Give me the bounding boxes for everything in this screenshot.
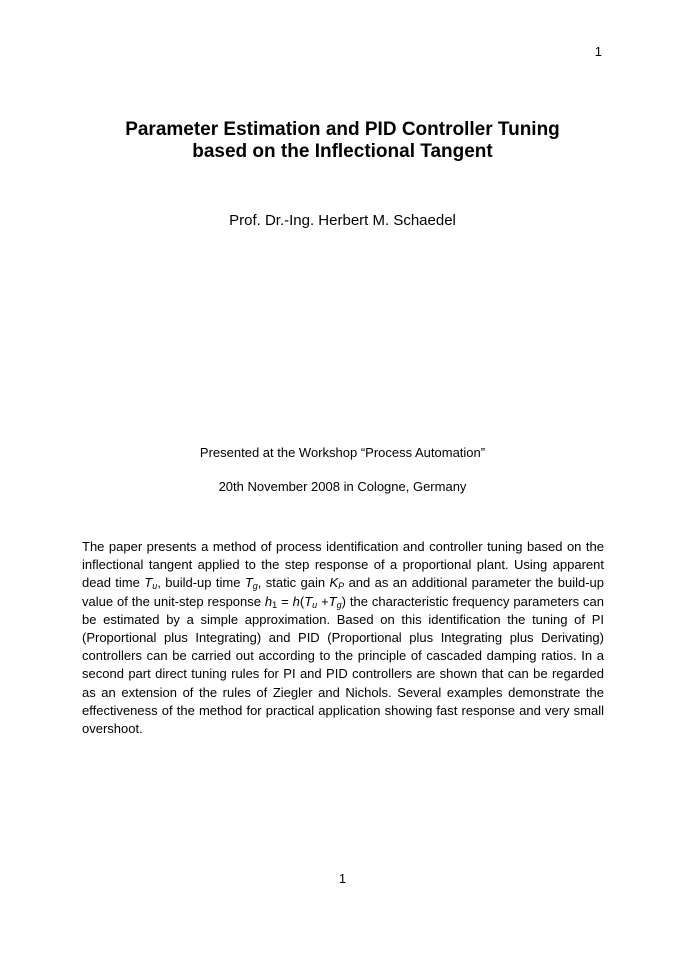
symbol-subscript: g: [252, 581, 258, 592]
abstract-text-7: +: [317, 593, 329, 609]
page-number-top: 1: [594, 44, 602, 59]
abstract-text-5: =: [277, 593, 293, 609]
abstract-text-6: (: [299, 593, 305, 609]
symbol-subscript: u: [152, 581, 158, 592]
symbol-subscript: g: [336, 599, 342, 610]
venue-date: 20th November 2008 in Cologne, Germany: [218, 479, 467, 494]
symbol-T: T: [244, 575, 253, 591]
page-number-bottom: 1: [338, 871, 347, 886]
symbol-T: T: [304, 593, 313, 609]
symbol-T: T: [328, 593, 337, 609]
abstract-text-8: ) the characteristic frequency parameters can be estimated by a simple approximation. Based on this identification the tuning of PI (Proportional plus Integrating) and PID (Proportional plus Integrating plus Derivating) controllers can be carried out according to the principle of cascaded damping ratios. In a second part direct tuning rules for PI and PID controllers are shown that can be regarded as an extension of the rules of Ziegler and Nichols. Several examples demonstrate the effectiveness of the method for practical application showing fast response and very small overshoot.: [82, 593, 604, 737]
symbol-h: h: [292, 593, 300, 609]
abstract-text-3: , static gain: [257, 575, 330, 591]
symbol-subscript: 1: [272, 599, 278, 610]
symbol-T: T: [144, 575, 153, 591]
abstract-text-1: The paper presents a method of process identification and controller tuning based on the inflectional tangent applied to the step response of a proportional plant. Using apparent dead time: [82, 539, 604, 591]
paper-title: [60, 119, 625, 163]
title-line-1: Parameter Estimation and PID Controller Tuning: [125, 119, 560, 140]
symbol-K: K: [329, 575, 339, 591]
symbol-h: h: [264, 593, 273, 609]
abstract: [82, 538, 604, 738]
abstract-text-2: , build-up time: [157, 575, 245, 591]
presented-at: Presented at the Workshop “Process Automation”: [199, 445, 486, 460]
title-line-2: based on the Inflectional Tangent: [192, 141, 493, 162]
abstract-text-4: and as an additional parameter the build-up value of the unit-step response: [82, 575, 605, 609]
author: Prof. Dr.-Ing. Herbert M. Schaedel: [229, 212, 456, 229]
symbol-subscript: P: [338, 581, 345, 592]
symbol-subscript: u: [312, 599, 318, 610]
